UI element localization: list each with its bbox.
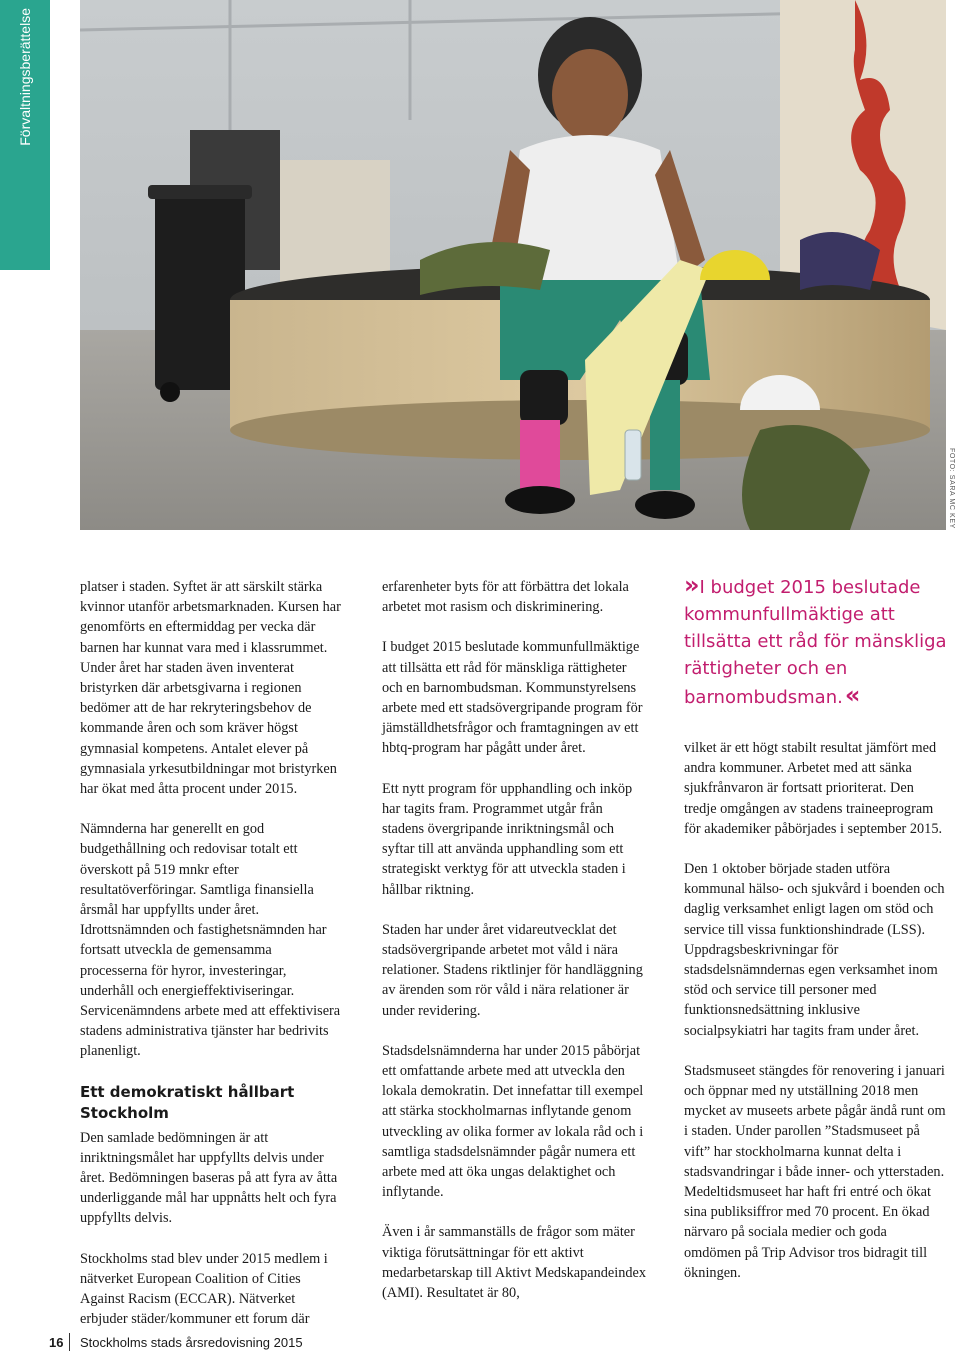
paragraph: vilket är ett högt stabilt resultat jämfört med andra kommuner. Arbetet med att sänka sjukfrånvaron är fortsatt prioriterat. Den tredje omgången av stadens traineeprogram för akademiker påbörjades i september 2015. <box>684 740 943 837</box>
paragraph: Den samlade bedömningen är att inriktningsmålet har uppfyllts delvis under året. Bedömningen baseras på att fyra av åtta underliggande mål har uppnåtts helt och fyra uppfyllts delvis. <box>80 1129 338 1227</box>
pull-quote <box>684 572 954 711</box>
paragraph: Stadsmuseet stängdes för renovering i januari och öppnar med ny utställning 2018 men mycket av museets arbete pågår ändå runt om i staden. Under parollen ”Stadsmuseet på vift” har stockholmarna kunnat delta i stadsvandringar i både inner- och ytterstaden. Medeltidsmuseet har haft fri entré och ökat sina publiksiffror med 70 procent. En ökad närvaro på sociala medier och goda omdömen på Trip Advisor tros bidragit till ökningen. <box>684 1062 946 1281</box>
paragraph: I budget 2015 beslutade kommunfullmäktige att tillsätta ett råd för mänskliga rättigheter och en barnombudsman. Kommunstyrelsens arbete med ett stadsövergripande program för jämställdhetsfrågor och framtagningen av ett hbtq-program har pågått under året. <box>382 639 643 757</box>
column-1 <box>80 577 342 1350</box>
quote-close-icon: « <box>844 681 857 709</box>
paragraph: Ett nytt program för upphandling och inköp har tagits fram. Programmet utgår från stadens övergripande inriktningsmål och syftar till att använda upphandling som ett strategiskt verktyg för att utveckla staden i hållbar riktning. <box>382 780 633 898</box>
footer-divider <box>69 1333 70 1351</box>
paragraph: Även i år sammanställs de frågor som mäter viktiga förutsättningar för ett aktivt medarbetarskap till Aktivt Medskapandeindex (AMI). Resultatet är 80, <box>382 1224 647 1302</box>
paragraph: erfarenheter byts för att förbättra det lokala arbetet mot rasism och diskriminering. <box>382 579 629 616</box>
page-number: 16 <box>49 1335 64 1350</box>
paragraph: Den 1 oktober började staden utföra kommunal hälso- och sjukvård i boenden och daglig verksamhet enligt lagen om stöd och service till vissa funktionshindrade (LSS). Uppdragsbeskrivningar för stadsdelsnämndernas egen verksamhet inom stöd och service till personer med funktionsnedsättning inklusive socialpsykiatri har tagits fram under året. <box>684 861 945 1039</box>
paragraph: platser i staden. Syftet är att särskilt stärka kvinnor utanför arbetsmarknaden. Kursen har genomförts en eftermiddag per vecka där barnen har kunnat vara med i klassrummet. Under året har staden även inventerat bristyrken där arbetsgivarna i regionen bedömer att de har rekryteringsbehov de kommande åren och som kräver högst gymnasial kompetens. Antalet elever på gymnasiala yrkesutbildningar mot bristyrken har ökat med åtta procent under 2015. <box>80 579 341 798</box>
skater-photo-icon <box>80 0 946 530</box>
section-tab <box>0 0 50 270</box>
quote-open-icon: » <box>684 571 696 599</box>
paragraph: Staden har under året vidareutvecklat det stadsövergripande arbetet mot våld i nära relationer. Stadens riktlinjer för handläggning av ärenden som rör våld i nära relationer är under revidering. <box>382 921 643 1019</box>
paragraph: Stockholms stad blev under 2015 medlem i nätverket European Coalition of Cities Against Racism (ECCAR). Nätverket erbjuder städer/kommuner ett forum där <box>80 1250 328 1328</box>
skater-photo <box>80 0 946 530</box>
publication-title: Stockholms stads årsredovisning 2015 <box>80 1335 303 1350</box>
page-footer <box>0 1331 960 1355</box>
paragraph: Nämnderna har generellt en god budgethållning och redovisar totalt ett överskott på 519 mnkr efter resultatöverföringar. Samtliga finansiella årsmål har uppfyllts under året. Idrottsnämnden och fastighetsnämnden har fortsatt utveckla de gemensamma processerna för hyror, investeringar, underhåll och energieffektiviseringar. Servicenämndens arbete med att effektivisera stadens administrativa tjänster har bedrivits planenligt. <box>80 821 341 1060</box>
section-heading: Ett demokratiskt hållbart Stockholm <box>80 1082 295 1122</box>
paragraph: Stadsdelsnämnderna har under 2015 påbörjat ett omfattande arbete med att utveckla den lokala demokratin. Det innefattar till exempel att stärka stockholmarnas inflytande genom utveckling av olika former av lokala råd och i samtliga stadsdelsnämnder pågår numera ett arbete med att öka ungas delaktighet och inflytande. <box>382 1042 644 1201</box>
column-2 <box>382 577 648 1323</box>
photo-credit: FOTO: SARA MC KEY <box>948 448 955 529</box>
pull-quote-text: I budget 2015 beslutade kommunfullmäktige att tillsätta ett råd för mänskliga rättigheter och en barnombudsman. <box>684 577 947 708</box>
column-3 <box>684 738 946 1303</box>
section-tab-label: Förvaltningsberättelse <box>17 8 33 146</box>
